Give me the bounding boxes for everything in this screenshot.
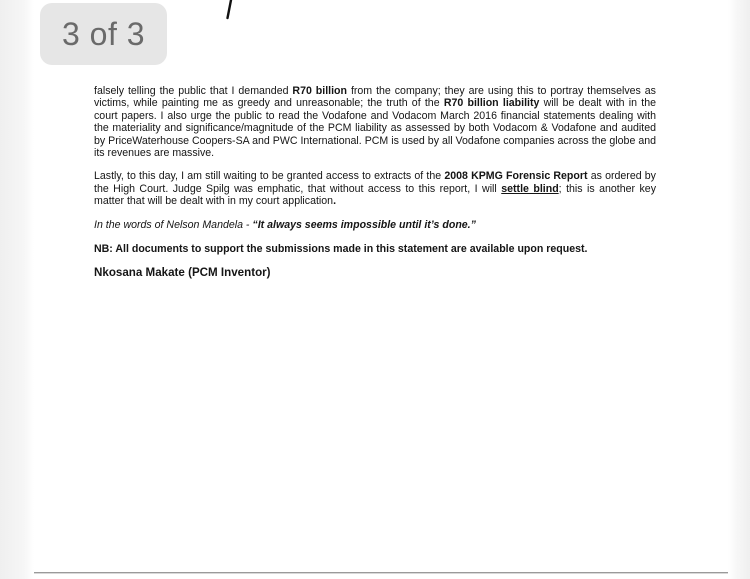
text-run: from the company; they are using this to portray themselves as victims, while painting me as greedy and unreasonable; the truth of the	[94, 85, 656, 110]
pen-mark	[222, 0, 234, 22]
mandela-quote	[94, 219, 656, 231]
bold-run: R70 billion	[292, 85, 347, 97]
quote-text: “It always seems impossible until it’s done.”	[252, 218, 476, 231]
text-run: Lastly, to this day, I am still waiting to be granted access to extracts of the	[94, 170, 445, 183]
paragraph-kpmg-report	[94, 170, 656, 207]
viewer-margin-left	[0, 0, 34, 579]
text-run: ; this is another key matter that will be dealt with in my court application	[94, 182, 656, 208]
bold-run: .	[333, 195, 337, 208]
quote-intro: In the words of Nelson Mandela -	[94, 218, 253, 231]
document-body	[94, 85, 656, 280]
signature-line: Nkosana Makate (PCM Inventor)	[94, 266, 271, 280]
nb-note: NB: All documents to support the submissions made in this statement are available upon request.	[94, 243, 588, 256]
text-run: falsely telling the public that I demanded	[94, 85, 293, 97]
paragraph-r70-billion	[94, 85, 656, 159]
bold-run: 2008 KPMG Forensic Report	[444, 170, 588, 183]
viewer-margin-right	[728, 0, 750, 579]
page-indicator-badge: 3 of 3	[40, 3, 167, 65]
text-run: will be dealt with in the court papers. I also urge the public to read the Vodafone and Vodacom March 2016 financial statements dealing with the materiality and significance/magnitude of the PCM liability as assessed by both Vodacom & Vodafone and audited by PriceWaterhouse Coopers-SA and PWC International. PCM is used by all Vodafone companies across the globe and its revenues are massive.	[94, 97, 656, 160]
bold-run: R70 billion liability	[443, 97, 540, 110]
underlined-bold-run: settle blind	[501, 182, 559, 195]
text-run: as ordered by the High Court. Judge Spilg was emphatic, that without access to this report, I will	[94, 170, 656, 195]
